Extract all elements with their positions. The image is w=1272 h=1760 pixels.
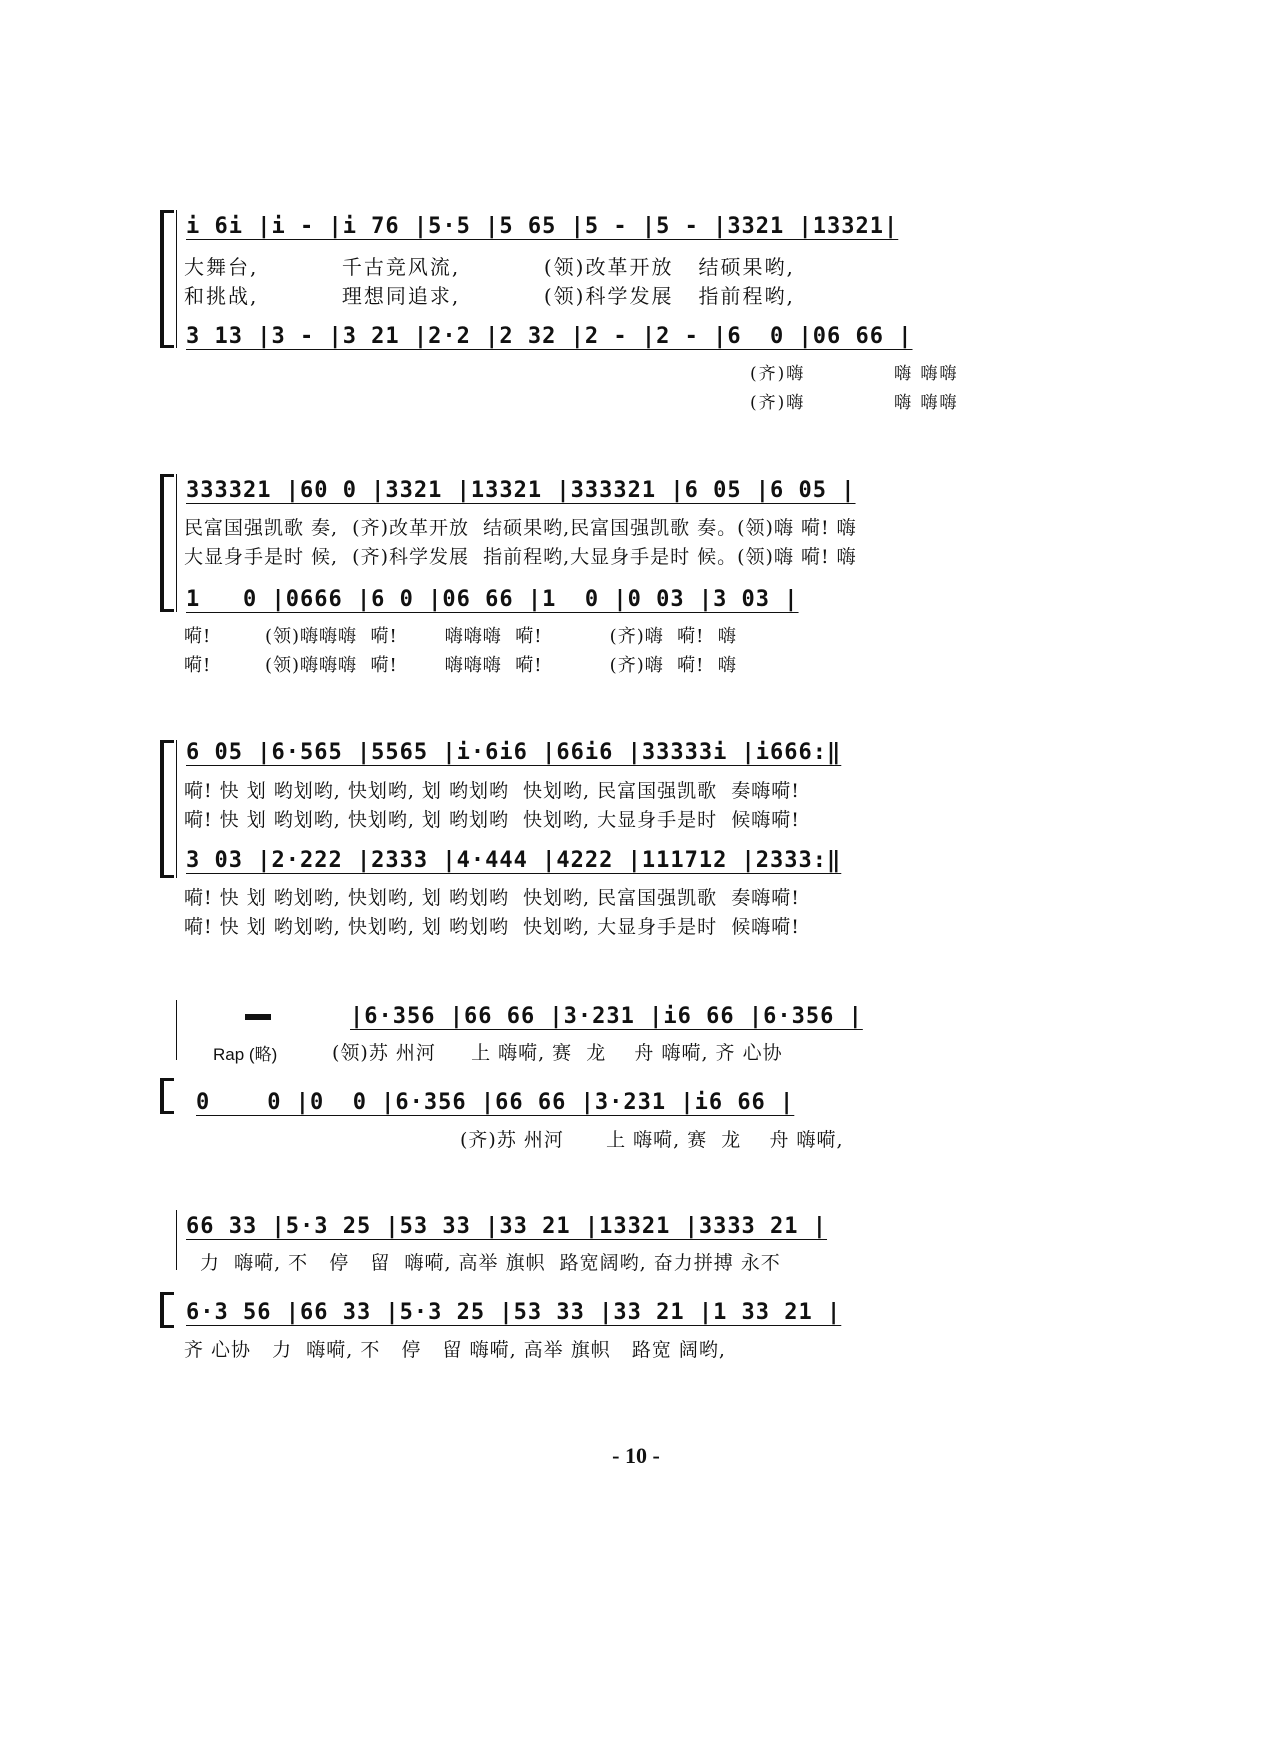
lyrics-line-3: 嗬! (领)嗨嗨嗨 嗬! 嗨嗨嗨 嗬! (齐)嗨 嗬! 嗨 — [184, 626, 737, 647]
system-brace — [160, 1292, 164, 1328]
system-brace — [160, 1078, 164, 1114]
lyrics-line-2: 和挑战, 理想同追求, (领)科学发展 指前程哟, — [184, 284, 795, 308]
notation-upper: 6 05 |6·565 |5565 |i·6i6 |66i6 |33333i |i666:‖ — [186, 740, 842, 765]
score-system-1 — [0, 200, 1272, 360]
notation-upper: 333321 |60 0 |3321 |13321 |333321 |6 05 |6 05 | — [186, 478, 856, 503]
multi-measure-rest-icon — [245, 1014, 271, 1020]
lyrics-line-1: 力 嗨嗬, 不 停 留 嗨嗬, 高举 旗帜 路宽阔哟, 奋力拼搏 永不 — [200, 1252, 781, 1274]
barline-start — [176, 210, 177, 348]
barline-start — [176, 474, 177, 612]
barline-start — [176, 740, 177, 878]
notation-lower: 1 0 |0666 |6 0 |06 66 |1 0 |0 03 |3 03 | — [186, 587, 799, 612]
lyrics-line-1: 大舞台, 千古竞风流, (领)改革开放 结硕果哟, — [184, 255, 795, 279]
notation-upper: |6·356 |66 66 |3·231 |i6 66 |6·356 | — [350, 1004, 863, 1029]
lyrics-line-3: (齐)嗨 嗨 嗨嗨 — [750, 364, 959, 384]
barline-start-upper — [176, 1000, 177, 1060]
score-system-4 — [0, 990, 1272, 1160]
score-system-5 — [0, 1200, 1272, 1380]
notation-upper: i 6i |i - |i 76 |5·5 |5 65 |5 - |5 - |3321 |13321| — [186, 214, 899, 239]
lyrics-line-4: 嗬! (领)嗨嗨嗨 嗬! 嗨嗨嗨 嗬! (齐)嗨 嗬! 嗨 — [184, 655, 737, 676]
lyrics-line-1: 嗬! 快 划 哟划哟, 快划哟, 划 哟划哟 快划哟, 民富国强凯歌 奏嗨嗬! — [184, 780, 800, 802]
notation-lower: 6·3 56 |66 33 |5·3 25 |53 33 |33 21 |1 33 21 | — [186, 1300, 842, 1325]
lyrics-line-4: (齐)嗨 嗨 嗨嗨 — [750, 393, 959, 413]
system-brace — [160, 474, 164, 612]
score-system-1-lyrics — [0, 356, 1272, 416]
lyrics-line-2: 大显身手是时 候, (齐)科学发展 指前程哟,大显身手是时 候。(领)嗨 嗬! 嗨 — [184, 546, 857, 568]
lyrics-line-3: 嗬! 快 划 哟划哟, 快划哟, 划 哟划哟 快划哟, 民富国强凯歌 奏嗨嗬! — [184, 887, 800, 909]
barline-start-upper — [176, 1210, 177, 1270]
lyrics-line-2: 齐 心协 力 嗨嗬, 不 停 留 嗨嗬, 高举 旗帜 路宽 阔哟, — [184, 1339, 726, 1361]
lyrics-line-1: (领)苏 州河 上 嗨嗬, 赛 龙 舟 嗨嗬, 齐 心协 — [332, 1042, 783, 1064]
lyrics-line-4: 嗬! 快 划 哟划哟, 快划哟, 划 哟划哟 快划哟, 大显身手是时 候嗨嗬! — [184, 916, 800, 938]
notation-upper: 66 33 |5·3 25 |53 33 |33 21 |13321 |3333 21 | — [186, 1214, 828, 1239]
notation-lower: 0 0 |0 0 |6·356 |66 66 |3·231 |i6 66 | — [196, 1090, 795, 1115]
page-number: - 10 - — [612, 1443, 660, 1468]
system-brace — [160, 740, 164, 878]
lyrics-line-1: 民富国强凯歌 奏, (齐)改革开放 结硕果哟,民富国强凯歌 奏。(领)嗨 嗬! 嗨 — [184, 517, 857, 539]
score-system-2 — [0, 470, 1272, 680]
rap-label: Rap (略) — [213, 1045, 278, 1064]
score-system-3 — [0, 730, 1272, 950]
system-brace — [160, 210, 164, 348]
lyrics-line-2: 嗬! 快 划 哟划哟, 快划哟, 划 哟划哟 快划哟, 大显身手是时 候嗨嗬! — [184, 809, 800, 831]
notation-lower: 3 03 |2·222 |2333 |4·444 |4222 |111712 |2333:‖ — [186, 848, 842, 873]
notation-lower: 3 13 |3 - |3 21 |2·2 |2 32 |2 - |2 - |6 0 |06 66 | — [186, 324, 913, 349]
lyrics-line-2: (齐)苏 州河 上 嗨嗬, 赛 龙 舟 嗨嗬, — [460, 1129, 844, 1151]
